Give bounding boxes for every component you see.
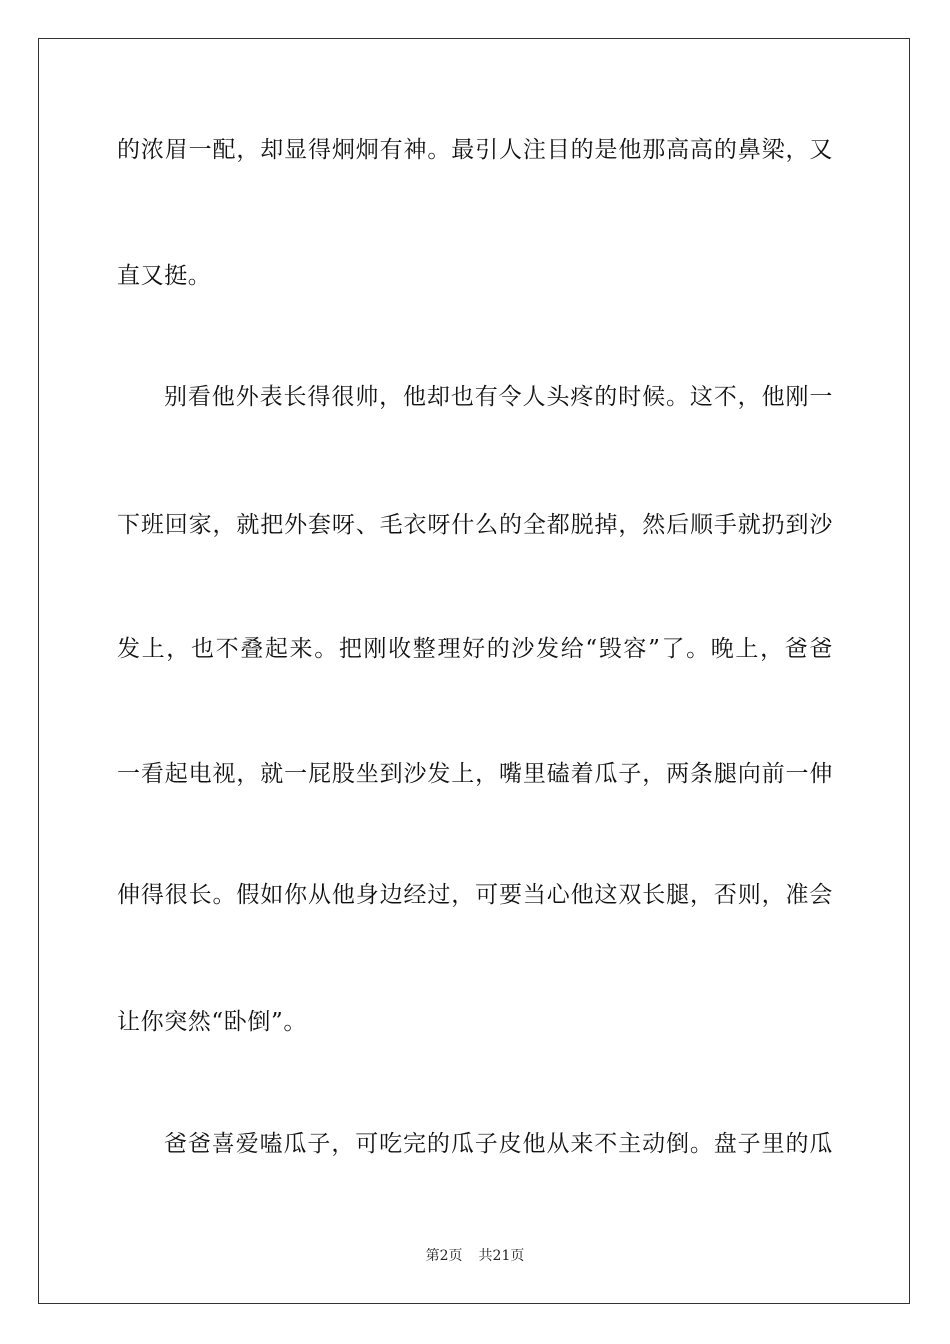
text-line-1: 的浓眉一配，却显得炯炯有神。最引人注目的是他那高高的鼻梁，又	[117, 137, 833, 163]
text-line-7: 伸得很长。假如你从他身边经过，可要当心他这双长腿，否则，准会	[117, 882, 833, 908]
text-line-3: 别看他外表长得很帅，他却也有令人头疼的时候。这不，他刚一	[164, 384, 833, 410]
text-line-6: 一看起电视，就一屁股坐到沙发上，嘴里磕着瓜子，两条腿向前一伸	[117, 761, 833, 787]
text-line-2: 直又挺。	[117, 263, 212, 289]
text-line-5: 发上，也不叠起来。把刚收整理好的沙发给“毁容”了。晚上，爸爸	[117, 636, 833, 662]
page-total: 共21页	[478, 1248, 525, 1264]
text-line-4: 下班回家，就把外套呀、毛衣呀什么的全都脱掉，然后顺手就扔到沙	[117, 512, 833, 538]
page-number: 第2页	[425, 1248, 463, 1264]
text-line-9: 爸爸喜爱嗑瓜子，可吃完的瓜子皮他从来不主动倒。盘子里的瓜	[164, 1131, 833, 1157]
text-line-8: 让你突然“卧倒”。	[117, 1009, 307, 1035]
page-footer	[0, 1247, 950, 1265]
page-frame	[38, 38, 910, 1304]
